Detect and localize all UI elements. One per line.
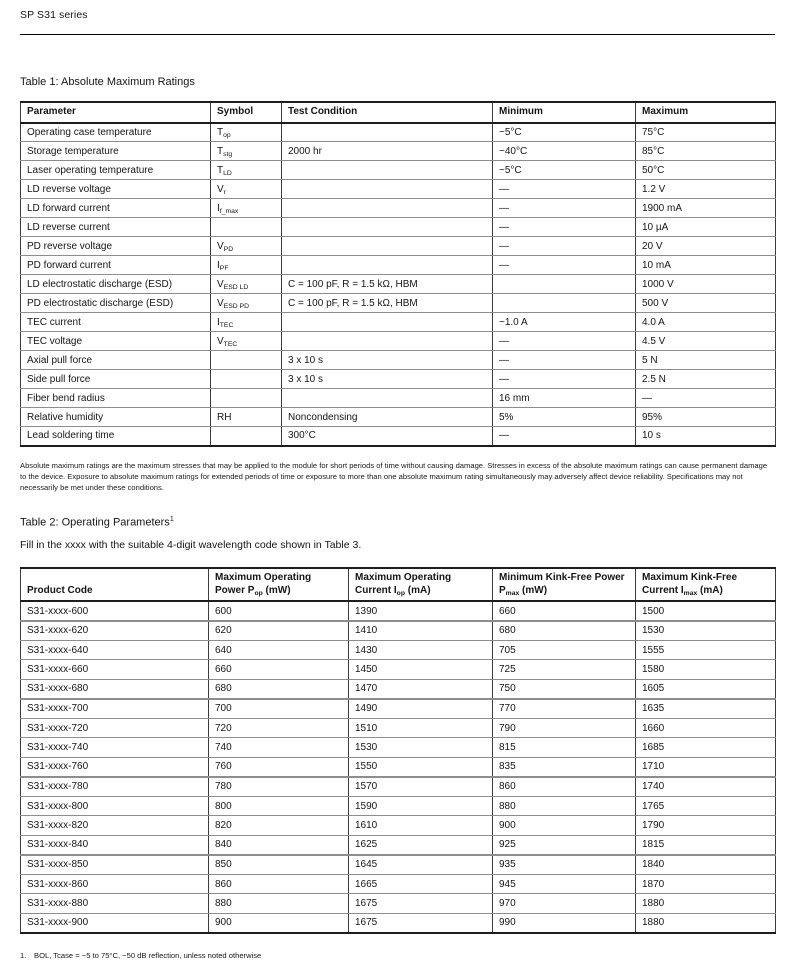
- min-kink-free-power-cell: 880: [493, 796, 636, 816]
- parameter-cell: Operating case temperature: [21, 123, 211, 142]
- minimum-cell: —: [493, 180, 636, 199]
- maximum-cell: 10 s: [636, 427, 776, 446]
- test-condition-cell: Noncondensing: [282, 408, 493, 427]
- table1-head: [21, 102, 776, 123]
- table-row: [21, 738, 776, 758]
- min-kink-free-power-cell: 970: [493, 894, 636, 914]
- max-operating-power-cell: 840: [209, 835, 349, 855]
- maximum-cell: 5 N: [636, 351, 776, 370]
- table-row: [21, 218, 776, 237]
- table-row: [21, 816, 776, 836]
- test-condition-cell: [282, 123, 493, 142]
- symbol-cell: $T_{op}$: [211, 123, 282, 142]
- column-header: Test Condition: [282, 102, 493, 123]
- table-row: [21, 199, 776, 218]
- max-kink-free-current-cell: 1880: [636, 913, 776, 933]
- max-operating-current-cell: 1410: [349, 621, 493, 641]
- min-kink-free-power-cell: 835: [493, 757, 636, 777]
- maximum-cell: 2.5 N: [636, 370, 776, 389]
- table-row: [21, 796, 776, 816]
- min-kink-free-power-cell: 860: [493, 777, 636, 797]
- table-row: [21, 142, 776, 161]
- max-operating-power-cell: 720: [209, 718, 349, 738]
- table-row: [21, 275, 776, 294]
- test-condition-cell: 300°C: [282, 427, 493, 446]
- max-operating-power-cell: 900: [209, 913, 349, 933]
- symbol-cell: [211, 218, 282, 237]
- max-kink-free-current-cell: 1605: [636, 679, 776, 699]
- max-operating-power-cell: 700: [209, 699, 349, 719]
- symbol-cell: [211, 351, 282, 370]
- table-row: [21, 621, 776, 641]
- parameter-cell: Side pull force: [21, 370, 211, 389]
- table-row: [21, 777, 776, 797]
- table-row: [21, 256, 776, 275]
- max-operating-current-cell: 1610: [349, 816, 493, 836]
- table-row: [21, 123, 776, 142]
- max-kink-free-current-cell: 1740: [636, 777, 776, 797]
- table-row: [21, 237, 776, 256]
- absolute-maximum-note: Absolute maximum ratings are the maximum stresses that may be applied to the module for short periods of time without causing damage. Stresses in excess of the absolute maximum ratings can cause permanent damage to the device. Exposure to absolute maximum ratings for extended periods of time or exposure to more than one absolute maximum rating simultaneously may adversely affect device reliability. Specifications may not necessarily be met under these conditions.: [20, 460, 768, 493]
- test-condition-cell: [282, 180, 493, 199]
- column-header: Product Code: [21, 568, 209, 601]
- parameter-cell: Relative humidity: [21, 408, 211, 427]
- test-condition-cell: [282, 332, 493, 351]
- symbol-cell: $T_{LD}$: [211, 161, 282, 180]
- absolute-maximum-ratings-table: [20, 101, 776, 447]
- symbol-cell: RH: [211, 408, 282, 427]
- product-code-cell: S31-xxxx-840: [21, 835, 209, 855]
- max-kink-free-current-cell: 1790: [636, 816, 776, 836]
- product-code-cell: S31-xxxx-760: [21, 757, 209, 777]
- column-header: Parameter: [21, 102, 211, 123]
- symbol-cell: $T_{stg}$: [211, 142, 282, 161]
- minimum-cell: —: [493, 332, 636, 351]
- table-row: [21, 294, 776, 313]
- symbol-cell: [211, 427, 282, 446]
- table-row: [21, 370, 776, 389]
- product-code-cell: S31-xxxx-640: [21, 640, 209, 660]
- product-code-cell: S31-xxxx-820: [21, 816, 209, 836]
- footnote-text: BOL, Tcase = −5 to 75°C, −50 dB reflection, unless noted otherwise: [34, 950, 262, 960]
- max-operating-power-cell: 760: [209, 757, 349, 777]
- parameter-cell: PD electrostatic discharge (ESD): [21, 294, 211, 313]
- max-kink-free-current-cell: 1870: [636, 874, 776, 894]
- table-row: [21, 679, 776, 699]
- max-operating-power-cell: 860: [209, 874, 349, 894]
- symbol-cell: [211, 389, 282, 408]
- max-operating-current-cell: 1390: [349, 601, 493, 621]
- max-kink-free-current-cell: 1880: [636, 894, 776, 914]
- table-header-row: [21, 102, 776, 123]
- table-row: [21, 660, 776, 680]
- table-row: [21, 913, 776, 933]
- product-code-cell: S31-xxxx-800: [21, 796, 209, 816]
- maximum-cell: 20 V: [636, 237, 776, 256]
- maximum-cell: 95%: [636, 408, 776, 427]
- min-kink-free-power-cell: 660: [493, 601, 636, 621]
- product-code-cell: S31-xxxx-680: [21, 679, 209, 699]
- parameter-cell: TEC current: [21, 313, 211, 332]
- product-code-cell: S31-xxxx-660: [21, 660, 209, 680]
- column-header: Minimum Kink-Free Power $P_{max}$ (mW): [493, 568, 636, 601]
- minimum-cell: −1.0 A: [493, 313, 636, 332]
- maximum-cell: 75°C: [636, 123, 776, 142]
- max-operating-power-cell: 780: [209, 777, 349, 797]
- min-kink-free-power-cell: 990: [493, 913, 636, 933]
- max-operating-power-cell: 640: [209, 640, 349, 660]
- max-operating-power-cell: 880: [209, 894, 349, 914]
- symbol-cell: $I_{PF}$: [211, 256, 282, 275]
- test-condition-cell: 3 x 10 s: [282, 351, 493, 370]
- max-operating-current-cell: 1450: [349, 660, 493, 680]
- min-kink-free-power-cell: 680: [493, 621, 636, 641]
- parameter-cell: TEC voltage: [21, 332, 211, 351]
- max-operating-power-cell: 740: [209, 738, 349, 758]
- max-operating-current-cell: 1625: [349, 835, 493, 855]
- product-code-cell: S31-xxxx-900: [21, 913, 209, 933]
- minimum-cell: —: [493, 218, 636, 237]
- parameter-cell: PD reverse voltage: [21, 237, 211, 256]
- test-condition-cell: [282, 161, 493, 180]
- minimum-cell: 16 mm: [493, 389, 636, 408]
- table-row: [21, 874, 776, 894]
- max-operating-power-cell: 820: [209, 816, 349, 836]
- max-operating-current-cell: 1530: [349, 738, 493, 758]
- table1-caption: Table 1: Absolute Maximum Ratings: [20, 76, 195, 88]
- minimum-cell: −5°C: [493, 123, 636, 142]
- column-header: Maximum Kink-Free Current $I_{max}$ (mA): [636, 568, 776, 601]
- table-row: [21, 855, 776, 875]
- min-kink-free-power-cell: 900: [493, 816, 636, 836]
- maximum-cell: 4.5 V: [636, 332, 776, 351]
- parameter-cell: Axial pull force: [21, 351, 211, 370]
- maximum-cell: 4.0 A: [636, 313, 776, 332]
- max-operating-current-cell: 1510: [349, 718, 493, 738]
- max-operating-power-cell: 620: [209, 621, 349, 641]
- min-kink-free-power-cell: 945: [493, 874, 636, 894]
- max-kink-free-current-cell: 1555: [636, 640, 776, 660]
- product-code-cell: S31-xxxx-860: [21, 874, 209, 894]
- test-condition-cell: [282, 389, 493, 408]
- minimum-cell: 5%: [493, 408, 636, 427]
- table-row: [21, 601, 776, 621]
- max-kink-free-current-cell: 1500: [636, 601, 776, 621]
- parameter-cell: Laser operating temperature: [21, 161, 211, 180]
- max-operating-current-cell: 1665: [349, 874, 493, 894]
- maximum-cell: 1900 mA: [636, 199, 776, 218]
- maximum-cell: 500 V: [636, 294, 776, 313]
- max-operating-current-cell: 1645: [349, 855, 493, 875]
- minimum-cell: —: [493, 370, 636, 389]
- product-code-cell: S31-xxxx-880: [21, 894, 209, 914]
- table2-caption-text: Table 2: Operating Parameters: [20, 516, 170, 529]
- table-row: [21, 427, 776, 446]
- max-operating-current-cell: 1490: [349, 699, 493, 719]
- minimum-cell: —: [493, 351, 636, 370]
- column-header: Maximum: [636, 102, 776, 123]
- table-row: [21, 351, 776, 370]
- table-row: [21, 332, 776, 351]
- max-kink-free-current-cell: 1765: [636, 796, 776, 816]
- test-condition-cell: 3 x 10 s: [282, 370, 493, 389]
- table-row: [21, 640, 776, 660]
- page-title: SP S31 series: [20, 9, 88, 21]
- minimum-cell: —: [493, 237, 636, 256]
- symbol-cell: $V_{ESD PD}$: [211, 294, 282, 313]
- symbol-cell: $V_{TEC}$: [211, 332, 282, 351]
- max-operating-power-cell: 800: [209, 796, 349, 816]
- max-kink-free-current-cell: 1710: [636, 757, 776, 777]
- symbol-cell: [211, 370, 282, 389]
- minimum-cell: −5°C: [493, 161, 636, 180]
- max-operating-power-cell: 850: [209, 855, 349, 875]
- table-row: [21, 180, 776, 199]
- column-header: Minimum: [493, 102, 636, 123]
- product-code-cell: S31-xxxx-620: [21, 621, 209, 641]
- table-row: [21, 408, 776, 427]
- column-header: Symbol: [211, 102, 282, 123]
- table-header-row: [21, 568, 776, 601]
- min-kink-free-power-cell: 770: [493, 699, 636, 719]
- maximum-cell: 85°C: [636, 142, 776, 161]
- max-operating-current-cell: 1470: [349, 679, 493, 699]
- max-operating-current-cell: 1590: [349, 796, 493, 816]
- max-operating-current-cell: 1570: [349, 777, 493, 797]
- parameter-cell: LD reverse current: [21, 218, 211, 237]
- symbol-cell: $I_{f\_max}$: [211, 199, 282, 218]
- max-operating-current-cell: 1430: [349, 640, 493, 660]
- test-condition-cell: [282, 218, 493, 237]
- max-kink-free-current-cell: 1530: [636, 621, 776, 641]
- footnote: [20, 951, 775, 960]
- min-kink-free-power-cell: 750: [493, 679, 636, 699]
- table-row: [21, 835, 776, 855]
- max-operating-power-cell: 600: [209, 601, 349, 621]
- operating-parameters-table: [20, 567, 776, 934]
- table2-instruction: Fill in the xxxx with the suitable 4-digit wavelength code shown in Table 3.: [20, 539, 362, 552]
- minimum-cell: [493, 275, 636, 294]
- max-kink-free-current-cell: 1840: [636, 855, 776, 875]
- table-row: [21, 699, 776, 719]
- parameter-cell: PD forward current: [21, 256, 211, 275]
- table-row: [21, 718, 776, 738]
- product-code-cell: S31-xxxx-720: [21, 718, 209, 738]
- table1-body: [21, 123, 776, 446]
- table-row: [21, 389, 776, 408]
- maximum-cell: 10 µA: [636, 218, 776, 237]
- max-operating-current-cell: 1675: [349, 894, 493, 914]
- minimum-cell: —: [493, 199, 636, 218]
- table2-caption-footnote-ref: 1: [169, 515, 174, 523]
- parameter-cell: LD reverse voltage: [21, 180, 211, 199]
- table-row: [21, 894, 776, 914]
- symbol-cell: $V_{PD}$: [211, 237, 282, 256]
- max-kink-free-current-cell: 1660: [636, 718, 776, 738]
- parameter-cell: LD electrostatic discharge (ESD): [21, 275, 211, 294]
- product-code-cell: S31-xxxx-850: [21, 855, 209, 875]
- max-kink-free-current-cell: 1580: [636, 660, 776, 680]
- max-kink-free-current-cell: 1685: [636, 738, 776, 758]
- minimum-cell: −40°C: [493, 142, 636, 161]
- product-code-cell: S31-xxxx-780: [21, 777, 209, 797]
- test-condition-cell: [282, 199, 493, 218]
- test-condition-cell: 2000 hr: [282, 142, 493, 161]
- min-kink-free-power-cell: 935: [493, 855, 636, 875]
- parameter-cell: Fiber bend radius: [21, 389, 211, 408]
- max-operating-current-cell: 1675: [349, 913, 493, 933]
- min-kink-free-power-cell: 705: [493, 640, 636, 660]
- product-code-cell: S31-xxxx-740: [21, 738, 209, 758]
- parameter-cell: Storage temperature: [21, 142, 211, 161]
- parameter-cell: LD forward current: [21, 199, 211, 218]
- maximum-cell: 1000 V: [636, 275, 776, 294]
- maximum-cell: —: [636, 389, 776, 408]
- max-operating-current-cell: 1550: [349, 757, 493, 777]
- test-condition-cell: C = 100 pF, R = 1.5 kΩ, HBM: [282, 294, 493, 313]
- product-code-cell: S31-xxxx-700: [21, 699, 209, 719]
- maximum-cell: 50°C: [636, 161, 776, 180]
- min-kink-free-power-cell: 790: [493, 718, 636, 738]
- symbol-cell: $V_r$: [211, 180, 282, 199]
- table2-body: [21, 601, 776, 933]
- symbol-cell: $V_{ESD LD}$: [211, 275, 282, 294]
- column-header: Maximum Operating Current $I_{op}$ (mA): [349, 568, 493, 601]
- max-operating-power-cell: 680: [209, 679, 349, 699]
- parameter-cell: Lead soldering time: [21, 427, 211, 446]
- table-row: [21, 757, 776, 777]
- test-condition-cell: [282, 237, 493, 256]
- test-condition-cell: C = 100 pF, R = 1.5 kΩ, HBM: [282, 275, 493, 294]
- table2-caption: [20, 516, 775, 529]
- minimum-cell: —: [493, 427, 636, 446]
- maximum-cell: 1.2 V: [636, 180, 776, 199]
- table-row: [21, 161, 776, 180]
- test-condition-cell: [282, 313, 493, 332]
- table2-head: [21, 568, 776, 601]
- min-kink-free-power-cell: 725: [493, 660, 636, 680]
- column-header: Maximum Operating Power $P_{op}$ (mW): [209, 568, 349, 601]
- table-row: [21, 313, 776, 332]
- symbol-cell: $I_{TEC}$: [211, 313, 282, 332]
- maximum-cell: 10 mA: [636, 256, 776, 275]
- max-kink-free-current-cell: 1815: [636, 835, 776, 855]
- footnote-marker: 1.: [20, 950, 27, 960]
- min-kink-free-power-cell: 815: [493, 738, 636, 758]
- test-condition-cell: [282, 256, 493, 275]
- max-operating-power-cell: 660: [209, 660, 349, 680]
- min-kink-free-power-cell: 925: [493, 835, 636, 855]
- minimum-cell: —: [493, 256, 636, 275]
- max-kink-free-current-cell: 1635: [636, 699, 776, 719]
- header-rule: [20, 34, 775, 35]
- minimum-cell: [493, 294, 636, 313]
- product-code-cell: S31-xxxx-600: [21, 601, 209, 621]
